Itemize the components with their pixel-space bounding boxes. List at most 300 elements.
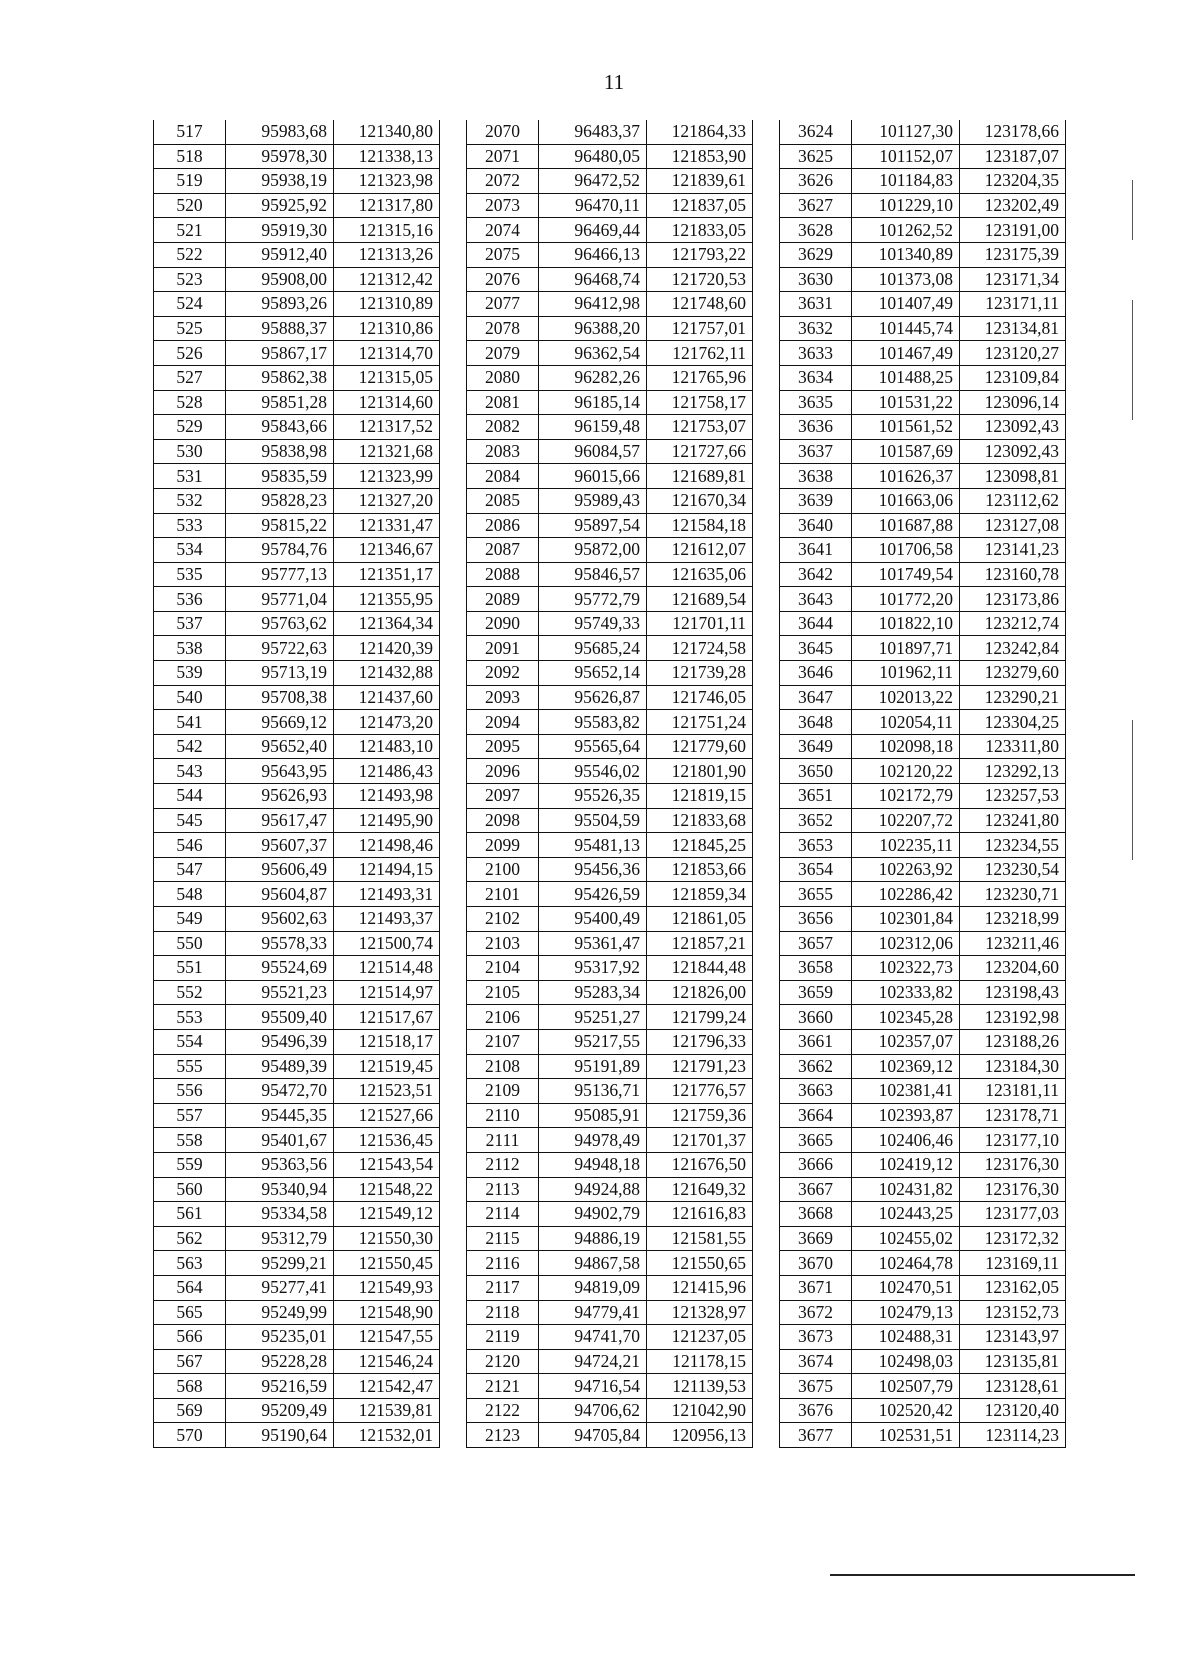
point-number: 2096: [467, 759, 539, 784]
point-number: 553: [154, 1005, 226, 1030]
x-coordinate: 101822,10: [852, 611, 960, 636]
y-coordinate: 121616,83: [647, 1202, 753, 1227]
x-coordinate: 94978,49: [539, 1128, 647, 1153]
y-coordinate: 121493,37: [334, 907, 440, 932]
x-coordinate: 96483,37: [539, 120, 647, 144]
point-number: 3643: [780, 587, 852, 612]
x-coordinate: 101897,71: [852, 636, 960, 661]
x-coordinate: 102013,22: [852, 685, 960, 710]
table-row: [467, 193, 753, 218]
x-coordinate: 96185,14: [539, 390, 647, 415]
x-coordinate: 101407,49: [852, 292, 960, 317]
y-coordinate: 121328,97: [647, 1300, 753, 1325]
table-row: [154, 193, 440, 218]
x-coordinate: 96362,54: [539, 341, 647, 366]
scan-edge-mark: [1132, 180, 1133, 240]
y-coordinate: 121791,23: [647, 1054, 753, 1079]
table-row: [780, 1005, 1066, 1030]
point-number: 530: [154, 439, 226, 464]
table-row: [467, 1079, 753, 1104]
point-number: 2094: [467, 710, 539, 735]
table-row: [467, 1177, 753, 1202]
y-coordinate: 121857,21: [647, 931, 753, 956]
point-number: 545: [154, 808, 226, 833]
point-number: 3629: [780, 242, 852, 267]
point-number: 3633: [780, 341, 852, 366]
y-coordinate: 121635,06: [647, 562, 753, 587]
x-coordinate: 101772,20: [852, 587, 960, 612]
x-coordinate: 95685,24: [539, 636, 647, 661]
point-number: 3666: [780, 1152, 852, 1177]
table-row: [780, 439, 1066, 464]
x-coordinate: 95643,95: [226, 759, 334, 784]
table-row: [154, 1177, 440, 1202]
table-row: [467, 538, 753, 563]
y-coordinate: 123172,32: [960, 1226, 1066, 1251]
y-coordinate: 121483,10: [334, 734, 440, 759]
table-row: [467, 488, 753, 513]
y-coordinate: 123176,30: [960, 1152, 1066, 1177]
point-number: 3672: [780, 1300, 852, 1325]
point-number: 2117: [467, 1275, 539, 1300]
x-coordinate: 101626,37: [852, 464, 960, 489]
point-number: 3642: [780, 562, 852, 587]
x-coordinate: 95228,28: [226, 1349, 334, 1374]
x-coordinate: 95722,63: [226, 636, 334, 661]
x-coordinate: 95085,91: [539, 1103, 647, 1128]
y-coordinate: 121801,90: [647, 759, 753, 784]
table-row: [780, 267, 1066, 292]
table-row: [780, 636, 1066, 661]
point-number: 542: [154, 734, 226, 759]
y-coordinate: 123211,46: [960, 931, 1066, 956]
table-row: [154, 1275, 440, 1300]
y-coordinate: 123109,84: [960, 365, 1066, 390]
coordinates-table-2: [466, 120, 753, 1448]
point-number: 3631: [780, 292, 852, 317]
y-coordinate: 121494,15: [334, 857, 440, 882]
y-coordinate: 121420,39: [334, 636, 440, 661]
point-number: 3658: [780, 956, 852, 981]
table-row: [154, 415, 440, 440]
point-number: 2119: [467, 1325, 539, 1350]
table-row: [780, 1029, 1066, 1054]
point-number: 567: [154, 1349, 226, 1374]
y-coordinate: 121765,96: [647, 365, 753, 390]
x-coordinate: 102507,79: [852, 1374, 960, 1399]
y-coordinate: 123135,81: [960, 1349, 1066, 1374]
y-coordinate: 123171,11: [960, 292, 1066, 317]
point-number: 534: [154, 538, 226, 563]
table-row: [154, 1103, 440, 1128]
table-row: [780, 193, 1066, 218]
y-coordinate: 121837,05: [647, 193, 753, 218]
table-row: [154, 464, 440, 489]
point-number: 2123: [467, 1423, 539, 1448]
y-coordinate: 121853,90: [647, 144, 753, 169]
point-number: 3671: [780, 1275, 852, 1300]
y-coordinate: 121415,96: [647, 1275, 753, 1300]
point-number: 2115: [467, 1226, 539, 1251]
point-number: 522: [154, 242, 226, 267]
y-coordinate: 121859,34: [647, 882, 753, 907]
table-row: [780, 956, 1066, 981]
point-number: 3627: [780, 193, 852, 218]
y-coordinate: 121748,60: [647, 292, 753, 317]
y-coordinate: 121739,28: [647, 661, 753, 686]
x-coordinate: 95504,59: [539, 808, 647, 833]
y-coordinate: 121495,90: [334, 808, 440, 833]
x-coordinate: 95312,79: [226, 1226, 334, 1251]
x-coordinate: 102098,18: [852, 734, 960, 759]
x-coordinate: 95426,59: [539, 882, 647, 907]
table-row: [467, 316, 753, 341]
table-row: [467, 1398, 753, 1423]
y-coordinate: 121845,25: [647, 833, 753, 858]
table-row: [780, 390, 1066, 415]
y-coordinate: 121826,00: [647, 980, 753, 1005]
point-number: 2110: [467, 1103, 539, 1128]
point-number: 3648: [780, 710, 852, 735]
y-coordinate: 123127,08: [960, 513, 1066, 538]
y-coordinate: 121701,37: [647, 1128, 753, 1153]
x-coordinate: 95749,33: [539, 611, 647, 636]
y-coordinate: 121042,90: [647, 1398, 753, 1423]
x-coordinate: 95828,23: [226, 488, 334, 513]
x-coordinate: 101561,52: [852, 415, 960, 440]
point-number: 2084: [467, 464, 539, 489]
point-number: 562: [154, 1226, 226, 1251]
point-number: 540: [154, 685, 226, 710]
table-row: [467, 1054, 753, 1079]
y-coordinate: 121649,32: [647, 1177, 753, 1202]
x-coordinate: 95606,49: [226, 857, 334, 882]
point-number: 560: [154, 1177, 226, 1202]
x-coordinate: 102488,31: [852, 1325, 960, 1350]
table-row: [467, 292, 753, 317]
point-number: 3645: [780, 636, 852, 661]
table-row: [467, 833, 753, 858]
x-coordinate: 102406,46: [852, 1128, 960, 1153]
x-coordinate: 95602,63: [226, 907, 334, 932]
y-coordinate: 121327,20: [334, 488, 440, 513]
x-coordinate: 102531,51: [852, 1423, 960, 1448]
y-coordinate: 121676,50: [647, 1152, 753, 1177]
x-coordinate: 95989,43: [539, 488, 647, 513]
point-number: 2076: [467, 267, 539, 292]
table-row: [467, 1300, 753, 1325]
point-number: 3634: [780, 365, 852, 390]
table-row: [467, 242, 753, 267]
table-row: [154, 1423, 440, 1448]
x-coordinate: 101229,10: [852, 193, 960, 218]
x-coordinate: 101152,07: [852, 144, 960, 169]
point-number: 3661: [780, 1029, 852, 1054]
y-coordinate: 123204,60: [960, 956, 1066, 981]
point-number: 3657: [780, 931, 852, 956]
x-coordinate: 95872,00: [539, 538, 647, 563]
table-row: [780, 882, 1066, 907]
y-coordinate: 121819,15: [647, 784, 753, 809]
y-coordinate: 120956,13: [647, 1423, 753, 1448]
x-coordinate: 95583,82: [539, 710, 647, 735]
point-number: 3656: [780, 907, 852, 932]
point-number: 3638: [780, 464, 852, 489]
y-coordinate: 121853,66: [647, 857, 753, 882]
y-coordinate: 123187,07: [960, 144, 1066, 169]
x-coordinate: 96468,74: [539, 267, 647, 292]
table-row: [154, 439, 440, 464]
table-row: [467, 562, 753, 587]
x-coordinate: 95283,34: [539, 980, 647, 1005]
point-number: 3650: [780, 759, 852, 784]
y-coordinate: 121751,24: [647, 710, 753, 735]
point-number: 3640: [780, 513, 852, 538]
table-row: [780, 1349, 1066, 1374]
x-coordinate: 94705,84: [539, 1423, 647, 1448]
point-number: 2086: [467, 513, 539, 538]
table-row: [780, 1423, 1066, 1448]
table-row: [780, 980, 1066, 1005]
table-row: [154, 365, 440, 390]
table-row: [780, 759, 1066, 784]
table-row: [467, 1128, 753, 1153]
x-coordinate: 95838,98: [226, 439, 334, 464]
table-row: [467, 218, 753, 243]
point-number: 3646: [780, 661, 852, 686]
table-row: [154, 685, 440, 710]
table-row: [780, 538, 1066, 563]
table-row: [467, 808, 753, 833]
x-coordinate: 102443,25: [852, 1202, 960, 1227]
y-coordinate: 121514,48: [334, 956, 440, 981]
y-coordinate: 121701,11: [647, 611, 753, 636]
table-row: [780, 734, 1066, 759]
x-coordinate: 94706,62: [539, 1398, 647, 1423]
table-row: [467, 1152, 753, 1177]
y-coordinate: 123192,98: [960, 1005, 1066, 1030]
point-number: 3637: [780, 439, 852, 464]
x-coordinate: 95835,59: [226, 464, 334, 489]
y-coordinate: 123191,00: [960, 218, 1066, 243]
y-coordinate: 121550,30: [334, 1226, 440, 1251]
point-number: 563: [154, 1251, 226, 1276]
x-coordinate: 94724,21: [539, 1349, 647, 1374]
point-number: 3677: [780, 1423, 852, 1448]
point-number: 533: [154, 513, 226, 538]
x-coordinate: 96480,05: [539, 144, 647, 169]
table-row: [780, 1226, 1066, 1251]
point-number: 554: [154, 1029, 226, 1054]
x-coordinate: 101531,22: [852, 390, 960, 415]
table-row: [467, 931, 753, 956]
x-coordinate: 102464,78: [852, 1251, 960, 1276]
point-number: 3667: [780, 1177, 852, 1202]
table-row: [154, 1079, 440, 1104]
y-coordinate: 123173,86: [960, 587, 1066, 612]
y-coordinate: 123160,78: [960, 562, 1066, 587]
point-number: 2081: [467, 390, 539, 415]
scan-edge-mark: [1132, 720, 1133, 860]
point-number: 3674: [780, 1349, 852, 1374]
table-row: [467, 1005, 753, 1030]
table-row: [780, 685, 1066, 710]
table-row: [467, 1374, 753, 1399]
x-coordinate: 95472,70: [226, 1079, 334, 1104]
y-coordinate: 121237,05: [647, 1325, 753, 1350]
point-number: 549: [154, 907, 226, 932]
y-coordinate: 123181,11: [960, 1079, 1066, 1104]
y-coordinate: 121548,22: [334, 1177, 440, 1202]
x-coordinate: 95136,71: [539, 1079, 647, 1104]
table-row: [467, 439, 753, 464]
x-coordinate: 95843,66: [226, 415, 334, 440]
table-row: [154, 1300, 440, 1325]
point-number: 528: [154, 390, 226, 415]
x-coordinate: 102345,28: [852, 1005, 960, 1030]
table-row: [467, 857, 753, 882]
x-coordinate: 95191,89: [539, 1054, 647, 1079]
table-row: [780, 1275, 1066, 1300]
point-number: 3653: [780, 833, 852, 858]
y-coordinate: 121532,01: [334, 1423, 440, 1448]
y-coordinate: 121839,61: [647, 169, 753, 194]
x-coordinate: 95251,27: [539, 1005, 647, 1030]
point-number: 519: [154, 169, 226, 194]
y-coordinate: 121549,93: [334, 1275, 440, 1300]
table-row: [467, 759, 753, 784]
y-coordinate: 121340,80: [334, 120, 440, 144]
table-row: [154, 144, 440, 169]
point-number: 2085: [467, 488, 539, 513]
y-coordinate: 121351,17: [334, 562, 440, 587]
x-coordinate: 95867,17: [226, 341, 334, 366]
table-row: [467, 390, 753, 415]
point-number: 570: [154, 1423, 226, 1448]
point-number: 548: [154, 882, 226, 907]
point-number: 2073: [467, 193, 539, 218]
x-coordinate: 96466,13: [539, 242, 647, 267]
x-coordinate: 101749,54: [852, 562, 960, 587]
x-coordinate: 95209,49: [226, 1398, 334, 1423]
x-coordinate: 101706,58: [852, 538, 960, 563]
x-coordinate: 101962,11: [852, 661, 960, 686]
x-coordinate: 96159,48: [539, 415, 647, 440]
point-number: 531: [154, 464, 226, 489]
y-coordinate: 123120,40: [960, 1398, 1066, 1423]
y-coordinate: 123171,34: [960, 267, 1066, 292]
x-coordinate: 101262,52: [852, 218, 960, 243]
table-row: [154, 1029, 440, 1054]
x-coordinate: 94867,58: [539, 1251, 647, 1276]
y-coordinate: 121612,07: [647, 538, 753, 563]
x-coordinate: 95713,19: [226, 661, 334, 686]
x-coordinate: 102054,11: [852, 710, 960, 735]
y-coordinate: 121727,66: [647, 439, 753, 464]
x-coordinate: 95299,21: [226, 1251, 334, 1276]
table-row: [154, 587, 440, 612]
table-row: [780, 120, 1066, 144]
point-number: 2091: [467, 636, 539, 661]
y-coordinate: 121323,98: [334, 169, 440, 194]
x-coordinate: 95578,33: [226, 931, 334, 956]
table-row: [467, 1103, 753, 1128]
x-coordinate: 95897,54: [539, 513, 647, 538]
table-row: [780, 1103, 1066, 1128]
x-coordinate: 94902,79: [539, 1202, 647, 1227]
table-row: [154, 1202, 440, 1227]
x-coordinate: 101340,89: [852, 242, 960, 267]
table-row: [467, 1226, 753, 1251]
x-coordinate: 102207,72: [852, 808, 960, 833]
table-row: [780, 1128, 1066, 1153]
point-number: 2104: [467, 956, 539, 981]
y-coordinate: 123092,43: [960, 439, 1066, 464]
point-number: 3669: [780, 1226, 852, 1251]
table-row: [780, 587, 1066, 612]
point-number: 3647: [780, 685, 852, 710]
table-row: [154, 1398, 440, 1423]
y-coordinate: 121758,17: [647, 390, 753, 415]
x-coordinate: 102322,73: [852, 956, 960, 981]
x-coordinate: 94819,09: [539, 1275, 647, 1300]
y-coordinate: 121314,60: [334, 390, 440, 415]
table-row: [467, 636, 753, 661]
y-coordinate: 121493,98: [334, 784, 440, 809]
y-coordinate: 121724,58: [647, 636, 753, 661]
point-number: 541: [154, 710, 226, 735]
table-row: [154, 611, 440, 636]
y-coordinate: 123230,54: [960, 857, 1066, 882]
table-row: [780, 365, 1066, 390]
x-coordinate: 102120,22: [852, 759, 960, 784]
table-row: [467, 267, 753, 292]
table-row: [780, 341, 1066, 366]
table-row: [467, 513, 753, 538]
point-number: 559: [154, 1152, 226, 1177]
y-coordinate: 123212,74: [960, 611, 1066, 636]
x-coordinate: 95546,02: [539, 759, 647, 784]
table-row: [467, 882, 753, 907]
x-coordinate: 95784,76: [226, 538, 334, 563]
point-number: 2079: [467, 341, 539, 366]
y-coordinate: 121314,70: [334, 341, 440, 366]
table-row: [154, 1226, 440, 1251]
y-coordinate: 121546,24: [334, 1349, 440, 1374]
x-coordinate: 102301,84: [852, 907, 960, 932]
point-number: 2102: [467, 907, 539, 932]
point-number: 556: [154, 1079, 226, 1104]
x-coordinate: 102455,02: [852, 1226, 960, 1251]
y-coordinate: 121437,60: [334, 685, 440, 710]
point-number: 2100: [467, 857, 539, 882]
table-row: [780, 415, 1066, 440]
point-number: 2077: [467, 292, 539, 317]
point-number: 2108: [467, 1054, 539, 1079]
x-coordinate: 95217,55: [539, 1029, 647, 1054]
x-coordinate: 95862,38: [226, 365, 334, 390]
point-number: 2105: [467, 980, 539, 1005]
y-coordinate: 121539,81: [334, 1398, 440, 1423]
x-coordinate: 95400,49: [539, 907, 647, 932]
y-coordinate: 121584,18: [647, 513, 753, 538]
y-coordinate: 123290,21: [960, 685, 1066, 710]
y-coordinate: 123112,62: [960, 488, 1066, 513]
x-coordinate: 95361,47: [539, 931, 647, 956]
point-number: 555: [154, 1054, 226, 1079]
point-number: 3662: [780, 1054, 852, 1079]
point-number: 2116: [467, 1251, 539, 1276]
